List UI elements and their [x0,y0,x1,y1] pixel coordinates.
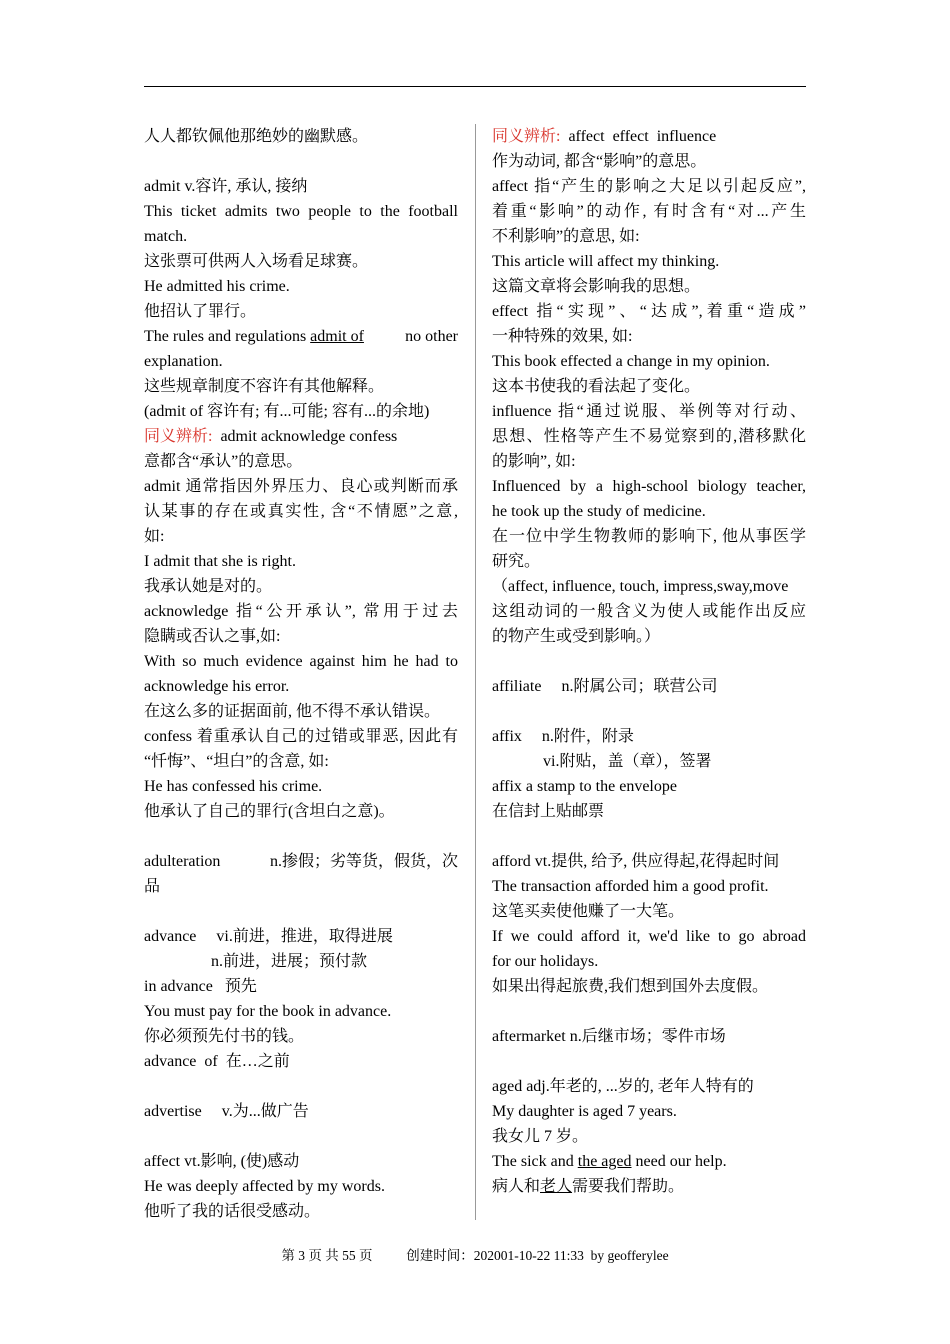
text-line: 人人都钦佩他那绝妙的幽默感。 [144,128,369,145]
text-line: 隐瞒或否认之事,如: [144,628,281,645]
underlined-phrase: the aged [577,1153,632,1170]
text-line: My daughter is aged 7 years. [492,1103,677,1120]
text-line: affect 指“产生的影响之大足以引起反应”, [492,178,806,195]
text-line: 一种特殊的效果, 如: [492,328,633,345]
synonym-heading [492,124,806,149]
phrase-meaning: 在…之前 [225,1053,290,1070]
blank-line [492,1049,806,1074]
headword: affiliate [492,678,542,695]
text-line: 他听了我的话很受感动。 [144,1203,321,1220]
blank-line [144,1074,458,1099]
text-line: 如: [144,528,165,545]
text-line: 在信封上贴邮票 [492,803,605,820]
text-line: 这组动词的一般含义为使人或能作出反应 [492,603,806,620]
text-line: I admit that she is right. [144,553,296,570]
phrase-line [144,1049,458,1074]
text-line: 如果出得起旅费,我们想到国外去度假。 [492,978,769,995]
right-column [492,124,806,1199]
entry-affect-headword: affect vt.影响, (使)感动 [144,1153,300,1170]
text-line: 的物产生或受到影响。） [492,628,661,645]
text-line: 我承认她是对的。 [144,578,273,595]
text-line: The transaction afforded him a good profit. [492,878,769,895]
entry-adulteration [144,849,458,874]
text-line: 这篇文章将会影响我的思想。 [492,278,701,295]
entry-affix [492,724,806,749]
phrase-line [144,974,458,999]
blank-line [144,1124,458,1149]
text-fragment: no other [405,328,458,345]
text-line: Influenced by a high-school biology teacher, [492,478,806,495]
text-line [492,1174,806,1199]
text-line: match. [144,228,188,245]
column-divider [475,124,476,1220]
left-column [144,124,458,1224]
text-line: effect 指“实现”、“达成”,着重“造成” [492,303,806,320]
headword: advertise [144,1103,202,1120]
text-line: (admit of 容许有; 有...可能; 容有...的余地) [144,403,430,420]
text-line: 研究。 [492,553,541,570]
blank-line [492,999,806,1024]
synonym-words: admit acknowledge confess [220,428,398,445]
headword: advance [144,928,197,945]
blank-line [492,699,806,724]
text-line: 你必须预先付书的钱。 [144,1028,305,1045]
blank-line [144,824,458,849]
headword: adulteration [144,853,221,870]
text-line: confess 着重承认自己的过错或罪恶, 因此有 [144,728,458,745]
text-line: “忏悔”、“坦白”的含意, 如: [144,753,329,770]
text-line: 着重“影响”的动作, 有时含有“对...产生 [492,203,806,220]
text-line: 作为动词, 都含“影响”的意思。 [492,153,707,170]
text-line: for our holidays. [492,953,599,970]
definition-line: vi.附贴，盖（章），签署 [543,753,712,770]
text-fragment: 需要我们帮助。 [572,1178,685,1195]
entry-advance [144,924,458,949]
text-line: 思想、性格等产生不易觉察到的,潜移默化 [492,428,806,445]
headword: affix [492,728,522,745]
text-line: He was deeply affected by my words. [144,1178,385,1195]
underlined-phrase: admit of [310,328,364,345]
text-line: 这张票可供两人入场看足球赛。 [144,253,369,270]
synonym-words: affect effect influence [568,128,717,145]
text-fragment: need our help. [631,1153,727,1170]
text-line: acknowledge 指“公开承认”, 常用于过去 [144,603,458,620]
text-line: If we could afford it, we'd like to go abroad [492,928,806,945]
text-line: He has confessed his crime. [144,778,323,795]
text-line: 认某事的存在或真实性, 含“不情愿”之意, [144,503,458,520]
entry-aged-headword: aged adj.年老的, ...岁的, 老年人特有的 [492,1078,754,1095]
text-line: influence 指“通过说服、举例等对行动、 [492,403,806,420]
page-footer [0,1246,950,1266]
blank-line [144,149,458,174]
synonym-label: 同义辨析: [492,128,561,145]
synonym-heading [144,424,458,449]
entry-advertise [144,1099,458,1124]
text-line: he took up the study of medicine. [492,503,706,520]
text-line: 意都含“承认”的意思。 [144,453,303,470]
text-line: This book effected a change in my opinion. [492,353,770,370]
blank-line [144,899,458,924]
phrase: advance of [144,1053,218,1070]
text-line: 这些规章制度不容许有其他解释。 [144,378,385,395]
text-line: 他承认了自己的罪行(含坦白之意)。 [144,803,395,820]
text-fragment: The rules and regulations admit of [144,328,364,345]
definition: vi.前进，推进，取得进展 [216,928,393,945]
page-number: 第 3 页 共 55 页 [281,1248,373,1263]
created-timestamp: 创建时间：202001-10-22 11:33 by geofferylee [406,1248,669,1263]
underlined-phrase: 老人 [540,1178,573,1195]
text-line [144,324,458,349]
blank-line [492,824,806,849]
text-line [492,1149,806,1174]
header-rule [144,86,806,87]
text-line: 我女儿 7 岁。 [492,1128,589,1145]
blank-line [492,649,806,674]
entry-aftermarket: aftermarket n.后继市场；零件市场 [492,1028,726,1045]
entry-admit-headword: admit v.容许, 承认, 接纳 [144,178,308,195]
text-line: 不利影响”的意思, 如: [492,228,640,245]
text-line: 在这么多的证据面前, 他不得不承认错误。 [144,703,441,720]
entry-affiliate [492,674,806,699]
text-line: 品 [144,878,161,895]
text-line: 这本书使我的看法起了变化。 [492,378,701,395]
text-line: acknowledge his error. [144,678,290,695]
text-fragment: The sick and [492,1153,578,1170]
text-line: This ticket admits two people to the football [144,203,458,220]
text-line: affix a stamp to the envelope [492,778,677,795]
definition: n.附属公司；联营公司 [561,678,718,695]
definition-line: n.前进，进展；预付款 [211,953,368,970]
text-line: （affect, influence, touch, impress,sway,move [492,578,789,595]
text-line: 他招认了罪行。 [144,303,257,320]
definition: n.掺假；劣等货，假货，次 [269,853,458,870]
definition: v.为...做广告 [221,1103,309,1120]
phrase: in advance [144,978,213,995]
synonym-label: 同义辨析: [144,428,213,445]
phrase-meaning: 预先 [224,978,257,995]
text-line: This article will affect my thinking. [492,253,720,270]
text-fragment: 病人和 [492,1178,541,1195]
definition: n.附件，附录 [541,728,634,745]
text-line: With so much evidence against him he had to [144,653,458,670]
text-line: explanation. [144,353,223,370]
text-line: 这笔买卖使他赚了一大笔。 [492,903,685,920]
text-line: He admitted his crime. [144,278,290,295]
text-line: 在一位中学生物教师的影响下, 他从事医学 [492,528,806,545]
entry-afford-headword: afford vt.提供, 给予, 供应得起,花得起时间 [492,853,780,870]
text-line: You must pay for the book in advance. [144,1003,392,1020]
text-line: 的影响”, 如: [492,453,576,470]
text-line: admit 通常指因外界压力、良心或判断而承 [144,478,458,495]
